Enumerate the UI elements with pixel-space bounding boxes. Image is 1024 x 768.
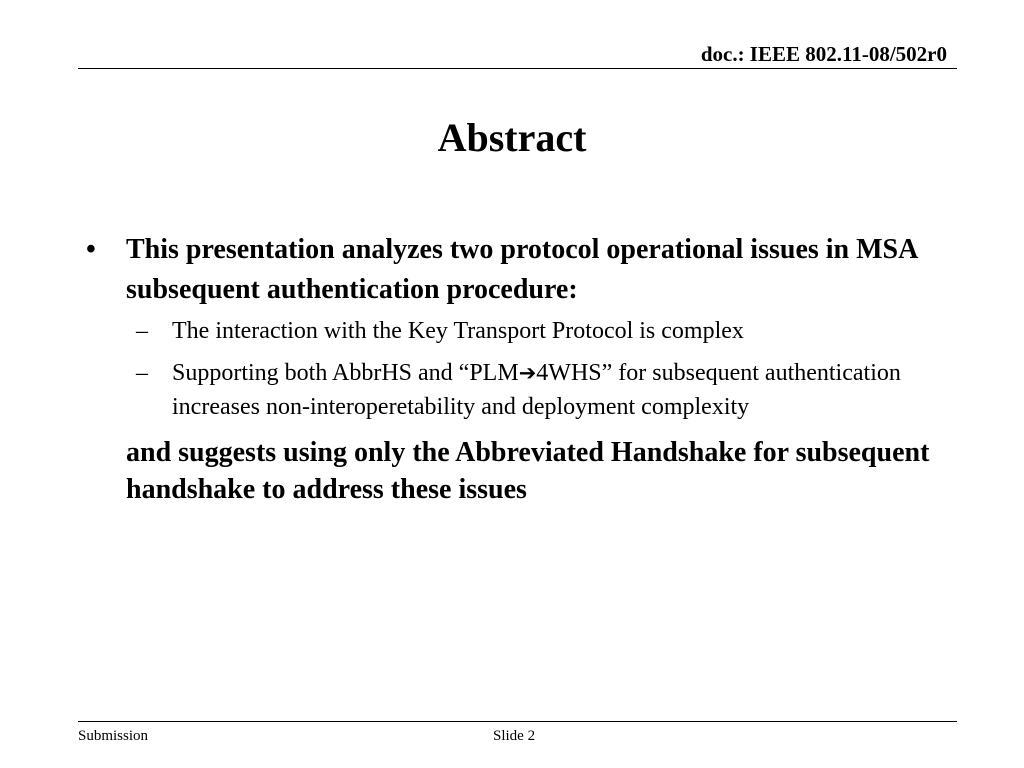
slide-title: Abstract [437, 115, 587, 160]
header-divider [78, 68, 957, 69]
bullet-marker: • [86, 234, 96, 265]
slide-number: Slide 2 [493, 728, 536, 744]
main-bullet-text: This presentation analyzes two protocol operational issues in MSA subsequent authentication procedure: [126, 234, 917, 305]
continuation-text: and suggests using only the Abbreviated Handshake for subsequent handshake to address these issues [126, 437, 930, 505]
dash-marker: – [136, 318, 148, 344]
footer-submission: Submission [78, 728, 149, 744]
footer-divider [78, 721, 957, 722]
sub-bullet-list [86, 314, 956, 424]
sub-bullet-text-start: Supporting both AbbrHS and “PLM [172, 360, 519, 386]
sub-bullet [86, 356, 956, 424]
right-arrow-icon: ➔ [518, 361, 537, 385]
sub-bullet [86, 314, 956, 348]
dash-marker: – [136, 360, 148, 386]
sub-bullet-text-end: 4WHS” for subsequent authentication increases non-interoperetability and deployment complexity [172, 360, 901, 420]
main-bullet [86, 230, 956, 310]
sub-bullet-text: The interaction with the Key Transport Protocol is complex [172, 318, 744, 344]
slide-body [86, 230, 956, 508]
document-id: doc.: IEEE 802.11-08/502r0 [700, 42, 947, 66]
